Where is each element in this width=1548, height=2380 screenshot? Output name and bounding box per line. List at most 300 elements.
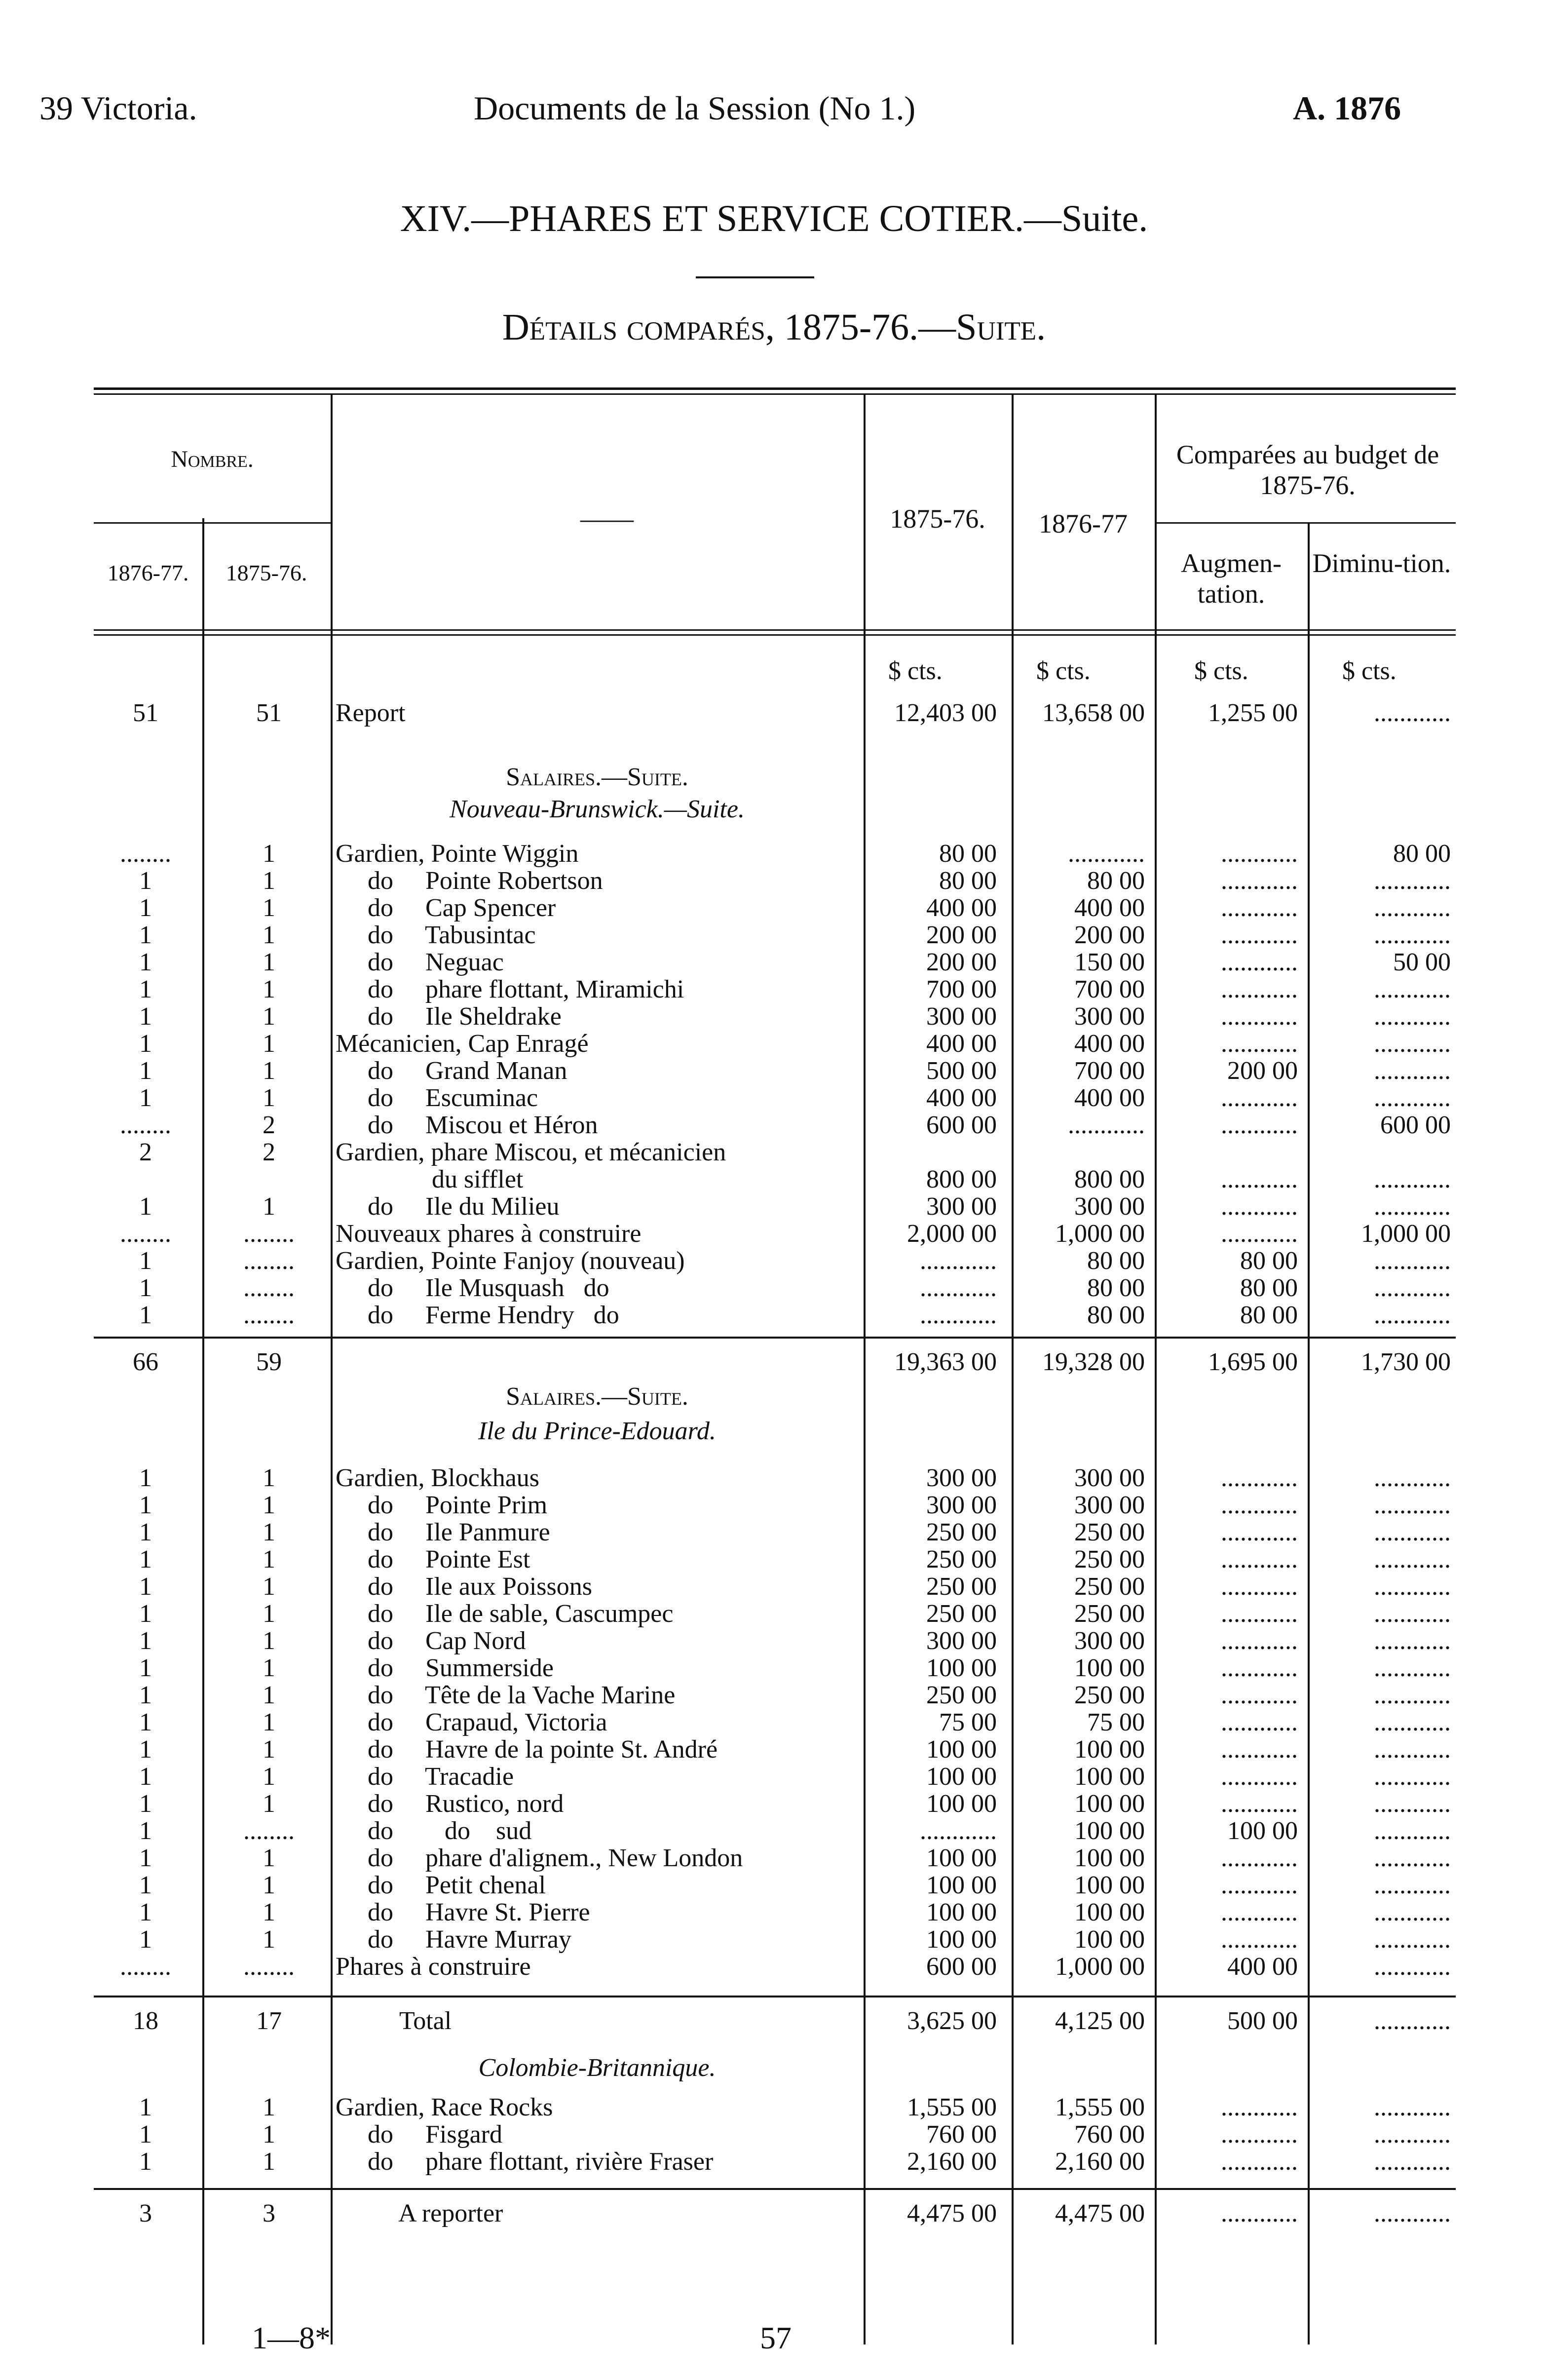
count-1875-76: 1 <box>263 2120 275 2149</box>
value-1875-76: 600 00 <box>926 1953 997 1981</box>
row-description: do Pointe Prim <box>336 1491 548 1519</box>
row-description: do Tabusintac <box>336 921 536 949</box>
table-row <box>0 893 1548 921</box>
count-1876-77: 1 <box>139 1898 152 1926</box>
value-1875-76: 100 00 <box>926 1898 997 1926</box>
diminution-value: ............ <box>1374 1600 1451 1628</box>
count-1876-77: 1 <box>139 2148 152 2176</box>
augmentation-value: ............ <box>1221 1681 1298 1709</box>
augmentation-value: ............ <box>1221 1573 1298 1601</box>
value-1876-77: 200 00 <box>1074 921 1145 949</box>
table-row <box>0 1347 1548 1375</box>
table-row <box>0 1301 1548 1328</box>
total-rule <box>94 2188 1456 2190</box>
diminution-value: ............ <box>1374 975 1451 1003</box>
augmentation-value: 400 00 <box>1227 1953 1298 1981</box>
row-description: do Ferme Hendry do <box>336 1301 619 1329</box>
augmentation-value: 80 00 <box>1240 1301 1298 1329</box>
row-description: Report <box>336 699 406 727</box>
value-1876-77: 300 00 <box>1074 1464 1145 1492</box>
count-1875-76: 1 <box>263 1491 275 1519</box>
row-description: do phare flottant, Miramichi <box>336 975 684 1003</box>
value-1875-76: 800 00 <box>926 1165 997 1193</box>
row-description: Phares à construire <box>336 1953 531 1981</box>
diminution-value: ............ <box>1374 1057 1451 1085</box>
section-heading: Nouveau-Brunswick.—Suite. <box>450 795 745 823</box>
count-1875-76: 1 <box>263 1573 275 1601</box>
value-1875-76: 400 00 <box>926 1084 997 1112</box>
diminution-value: ............ <box>1374 1735 1451 1764</box>
row-description: Gardien, phare Miscou, et mécanicien <box>336 1138 726 1166</box>
row-description: do phare d'alignem., New London <box>336 1844 743 1872</box>
table-row <box>0 763 1548 790</box>
diminution-value: ............ <box>1374 894 1451 922</box>
unit-label-v2: $ cts. <box>1036 657 1091 685</box>
count-1875-76: 2 <box>263 1138 275 1166</box>
table-row <box>0 1111 1548 1138</box>
value-1876-77: 100 00 <box>1074 1654 1145 1682</box>
value-1876-77: 300 00 <box>1074 1491 1145 1519</box>
section-heading: Salaires.—Suite. <box>506 1382 688 1411</box>
table-row <box>0 1002 1548 1030</box>
count-1875-76: 1 <box>263 1844 275 1872</box>
count-1876-77: 1 <box>139 1763 152 1791</box>
diminution-value: ............ <box>1374 1844 1451 1872</box>
value-1875-76: 400 00 <box>926 894 997 922</box>
count-1876-77: 1 <box>139 2120 152 2149</box>
diminution-value: 600 00 <box>1380 1111 1451 1139</box>
value-1876-77: 250 00 <box>1074 1600 1145 1628</box>
augmentation-value: ............ <box>1221 1111 1298 1139</box>
table-row <box>0 1138 1548 1165</box>
count-1875-76: 1 <box>263 1627 275 1655</box>
value-1875-76: 100 00 <box>926 1763 997 1791</box>
value-1876-77: 1,555 00 <box>1055 2093 1145 2121</box>
count-1875-76: ........ <box>243 1301 295 1329</box>
table-row <box>0 1165 1548 1192</box>
diminution-value: ............ <box>1374 1002 1451 1031</box>
table-row <box>0 1192 1548 1220</box>
row-description: do Pointe Est <box>336 1545 530 1574</box>
col-head-compared: Comparées au budget de 1875-76. <box>1176 440 1439 500</box>
row-description: do Escuminac <box>336 1084 538 1112</box>
diminution-value: ............ <box>1374 1898 1451 1926</box>
row-description: do Ile Panmure <box>336 1518 550 1546</box>
diminution-value: ............ <box>1374 1708 1451 1736</box>
diminution-value: ............ <box>1374 1030 1451 1058</box>
value-1876-77: 1,000 00 <box>1055 1953 1145 1981</box>
table-row <box>0 1925 1548 1953</box>
col-head-desc: —— <box>580 504 634 534</box>
row-description: do Havre de la pointe St. André <box>336 1735 718 1764</box>
value-1876-77: 400 00 <box>1074 894 1145 922</box>
row-description: Nouveaux phares à construire <box>336 1220 642 1248</box>
diminution-value: ............ <box>1374 2120 1451 2149</box>
diminution-value: ............ <box>1374 1274 1451 1302</box>
count-1876-77: ........ <box>120 840 171 868</box>
col-head-nombre: Nombre. <box>171 446 254 472</box>
count-1875-76: 1 <box>263 1545 275 1574</box>
value-1876-77: 100 00 <box>1074 1735 1145 1764</box>
value-1875-76: 100 00 <box>926 1735 997 1764</box>
value-1875-76: ............ <box>920 1817 997 1845</box>
table-row <box>0 2006 1548 2034</box>
diminution-value: ............ <box>1374 1084 1451 1112</box>
count-1876-77: 1 <box>139 1057 152 1085</box>
col-head-aug: Augmen-tation. <box>1181 548 1282 609</box>
section-heading: Colombie-Britannique. <box>478 2054 716 2082</box>
diminution-value: ............ <box>1374 1573 1451 1601</box>
count-1876-77: 1 <box>139 1708 152 1736</box>
value-1875-76: 19,363 00 <box>894 1348 997 1376</box>
table-row <box>0 1708 1548 1735</box>
count-1876-77: 1 <box>139 1654 152 1682</box>
row-description: do Summerside <box>336 1654 554 1682</box>
count-1875-76: 1 <box>263 1518 275 1546</box>
value-1875-76: 700 00 <box>926 975 997 1003</box>
augmentation-value: ............ <box>1221 1627 1298 1655</box>
diminution-value: ............ <box>1374 1518 1451 1546</box>
header-left: 39 Victoria. <box>39 89 197 127</box>
augmentation-value: ............ <box>1221 1925 1298 1954</box>
row-description: do Havre St. Pierre <box>336 1898 590 1926</box>
count-1875-76: 1 <box>263 1464 275 1492</box>
count-1875-76: ........ <box>243 1274 295 1302</box>
count-1875-76: 59 <box>256 1348 282 1376</box>
augmentation-value: ............ <box>1221 1165 1298 1193</box>
value-1876-77: 700 00 <box>1074 1057 1145 1085</box>
value-1876-77: 19,328 00 <box>1042 1348 1145 1376</box>
value-1875-76: ............ <box>920 1301 997 1329</box>
augmentation-value: ............ <box>1221 840 1298 868</box>
diminution-value: ............ <box>1374 1627 1451 1655</box>
count-1876-77: 18 <box>133 2007 158 2035</box>
augmentation-value: 80 00 <box>1240 1274 1298 1302</box>
table-row <box>0 1871 1548 1898</box>
count-1876-77: 1 <box>139 1573 152 1601</box>
count-1875-76: 1 <box>263 1002 275 1031</box>
table-row <box>0 1382 1548 1410</box>
table-row <box>0 1463 1548 1491</box>
value-1876-77: 760 00 <box>1074 2120 1145 2149</box>
count-1876-77: 1 <box>139 1627 152 1655</box>
row-description: Gardien, Blockhaus <box>336 1464 540 1492</box>
row-description: do Grand Manan <box>336 1057 567 1085</box>
value-1876-77: 250 00 <box>1074 1573 1145 1601</box>
diminution-value: ............ <box>1374 1491 1451 1519</box>
unit-label-v4: $ cts. <box>1342 657 1397 685</box>
augmentation-value: ............ <box>1221 2093 1298 2121</box>
value-1876-77: 80 00 <box>1087 867 1145 895</box>
row-description: do Tracadie <box>336 1763 514 1791</box>
table-row <box>0 1898 1548 1925</box>
signature-mark: 1—8* <box>252 2320 331 2355</box>
augmentation-value: 100 00 <box>1227 1817 1298 1845</box>
diminution-value: ............ <box>1374 1301 1451 1329</box>
table-row <box>0 948 1548 975</box>
count-1875-76: ........ <box>243 1220 295 1248</box>
diminution-value: ............ <box>1374 2093 1451 2121</box>
row-description: do Tête de la Vache Marine <box>336 1681 676 1709</box>
count-1876-77: 1 <box>139 894 152 922</box>
unit-label-v1: $ cts. <box>888 657 943 685</box>
table-row <box>0 1789 1548 1817</box>
value-1875-76: 400 00 <box>926 1030 997 1058</box>
col-head-y2: 1876-77 <box>1039 509 1128 538</box>
augmentation-value: ............ <box>1221 1654 1298 1682</box>
augmentation-value: ............ <box>1221 1464 1298 1492</box>
table-row <box>0 2093 1548 2120</box>
diminution-value: 50 00 <box>1393 948 1451 976</box>
value-1875-76: 2,000 00 <box>907 1220 997 1248</box>
value-1876-77: ............ <box>1068 840 1145 868</box>
count-1876-77: 1 <box>139 1464 152 1492</box>
count-1875-76: 1 <box>263 1871 275 1899</box>
augmentation-value: ............ <box>1221 975 1298 1003</box>
row-description: do Ile Musquash do <box>336 1274 609 1302</box>
augmentation-value: ............ <box>1221 1790 1298 1818</box>
row-description: do Miscou et Héron <box>336 1111 598 1139</box>
col-head-n1: 1876-77. <box>107 560 189 585</box>
value-1876-77: 400 00 <box>1074 1030 1145 1058</box>
augmentation-value: ............ <box>1221 1735 1298 1764</box>
value-1875-76: 250 00 <box>926 1518 997 1546</box>
value-1876-77: 80 00 <box>1087 1301 1145 1329</box>
row-description: do Fisgard <box>336 2120 502 2149</box>
header-center: Documents de la Session (No 1.) <box>474 89 916 127</box>
count-1876-77: ........ <box>120 1220 171 1248</box>
count-1876-77: 1 <box>139 1084 152 1112</box>
augmentation-value: ............ <box>1221 921 1298 949</box>
row-description: do Crapaud, Victoria <box>336 1708 607 1736</box>
value-1876-77: 4,475 00 <box>1055 2199 1145 2227</box>
row-description: do Pointe Robertson <box>336 867 603 895</box>
header-bottom-rule-2 <box>94 634 1456 636</box>
count-1876-77: 1 <box>139 1600 152 1628</box>
diminution-value: ............ <box>1374 2199 1451 2227</box>
count-1876-77: 1 <box>139 1871 152 1899</box>
diminution-value: ............ <box>1374 867 1451 895</box>
diminution-value: ............ <box>1374 1192 1451 1221</box>
count-1875-76: 2 <box>263 1111 275 1139</box>
value-1876-77: 100 00 <box>1074 1898 1145 1926</box>
unit-label-v3: $ cts. <box>1194 657 1248 685</box>
value-1875-76: 250 00 <box>926 1545 997 1574</box>
value-1875-76: 300 00 <box>926 1491 997 1519</box>
table-row <box>0 1572 1548 1600</box>
table-row <box>0 1843 1548 1871</box>
count-1875-76: 17 <box>256 2007 282 2035</box>
count-1875-76: 1 <box>263 975 275 1003</box>
table-row <box>0 1735 1548 1763</box>
value-1876-77: 700 00 <box>1074 975 1145 1003</box>
augmentation-value: 1,255 00 <box>1208 699 1298 727</box>
count-1876-77: 1 <box>139 1192 152 1221</box>
diminution-value: ............ <box>1374 2007 1451 2035</box>
count-1875-76: 1 <box>263 1925 275 1954</box>
table-row <box>0 1681 1548 1708</box>
title-divider <box>696 276 814 278</box>
count-1876-77: 1 <box>139 2093 152 2121</box>
table-row <box>0 2120 1548 2148</box>
value-1876-77: 100 00 <box>1074 1844 1145 1872</box>
value-1875-76: 760 00 <box>926 2120 997 2149</box>
count-1876-77: ........ <box>120 1953 171 1981</box>
table-row <box>0 698 1548 726</box>
value-1875-76: 500 00 <box>926 1057 997 1085</box>
col-head-n2: 1875-76. <box>226 560 307 585</box>
count-1875-76: 1 <box>263 1708 275 1736</box>
value-1876-77: 300 00 <box>1074 1192 1145 1221</box>
diminution-value: ............ <box>1374 1654 1451 1682</box>
count-1876-77: 1 <box>139 1518 152 1546</box>
augmentation-value: ............ <box>1221 1763 1298 1791</box>
value-1875-76: ............ <box>920 1274 997 1302</box>
row-description: Gardien, Pointe Fanjoy (nouveau) <box>336 1247 685 1275</box>
augmentation-value: ............ <box>1221 867 1298 895</box>
table-row <box>0 1816 1548 1844</box>
augmentation-value: ............ <box>1221 2120 1298 2149</box>
row-description: do Neguac <box>336 948 504 976</box>
table-row <box>0 1653 1548 1681</box>
value-1875-76: 80 00 <box>939 840 997 868</box>
value-1876-77: 250 00 <box>1074 1518 1145 1546</box>
count-1876-77: 1 <box>139 1735 152 1764</box>
value-1875-76: 100 00 <box>926 1925 997 1954</box>
value-1875-76: 75 00 <box>939 1708 997 1736</box>
row-description: Gardien, Pointe Wiggin <box>336 840 579 868</box>
count-1875-76: ........ <box>243 1953 295 1981</box>
count-1875-76: ........ <box>243 1817 295 1845</box>
table-row <box>0 1029 1548 1057</box>
diminution-value: ............ <box>1374 1681 1451 1709</box>
count-1875-76: 1 <box>263 840 275 868</box>
col-head-y1: 1875-76. <box>890 504 985 534</box>
count-1876-77: 66 <box>133 1348 158 1376</box>
count-1876-77: 2 <box>139 1138 152 1166</box>
value-1875-76: 12,403 00 <box>894 699 997 727</box>
value-1876-77: 13,658 00 <box>1042 699 1145 727</box>
diminution-value: 80 00 <box>1393 840 1451 868</box>
count-1875-76: 1 <box>263 1600 275 1628</box>
augmentation-value: ............ <box>1221 1002 1298 1031</box>
augmentation-value: ............ <box>1221 1030 1298 1058</box>
count-1875-76: 1 <box>263 1735 275 1764</box>
value-1875-76: 100 00 <box>926 1654 997 1682</box>
augmentation-value: 200 00 <box>1227 1057 1298 1085</box>
total-rule <box>94 1337 1456 1339</box>
table-row <box>0 1083 1548 1111</box>
diminution-value: ............ <box>1374 699 1451 727</box>
total-rule <box>94 1996 1456 1997</box>
table-row <box>0 866 1548 894</box>
row-description: do Ile de sable, Cascumpec <box>336 1600 674 1628</box>
augmentation-value: ............ <box>1221 1708 1298 1736</box>
count-1875-76: ........ <box>243 1247 295 1275</box>
count-1875-76: 3 <box>263 2199 275 2227</box>
diminution-value: ............ <box>1374 1790 1451 1818</box>
value-1875-76: 250 00 <box>926 1681 997 1709</box>
row-description: Total <box>336 2007 452 2035</box>
count-1876-77: 1 <box>139 1681 152 1709</box>
diminution-value: ............ <box>1374 2148 1451 2176</box>
value-1875-76: 300 00 <box>926 1627 997 1655</box>
value-1876-77: 4,125 00 <box>1055 2007 1145 2035</box>
count-1876-77: 1 <box>139 948 152 976</box>
value-1876-77: 300 00 <box>1074 1627 1145 1655</box>
count-1876-77: 1 <box>139 1817 152 1845</box>
value-1875-76: 4,475 00 <box>907 2199 997 2227</box>
table-row <box>0 1273 1548 1301</box>
count-1876-77: 1 <box>139 1274 152 1302</box>
value-1876-77: 300 00 <box>1074 1002 1145 1031</box>
diminution-value: ............ <box>1374 1953 1451 1981</box>
value-1875-76: 200 00 <box>926 921 997 949</box>
count-1875-76: 1 <box>263 1030 275 1058</box>
value-1876-77: 100 00 <box>1074 1925 1145 1954</box>
count-1876-77: 1 <box>139 867 152 895</box>
diminution-value: ............ <box>1374 1871 1451 1899</box>
table-row <box>0 1056 1548 1084</box>
augmentation-value: ............ <box>1221 1084 1298 1112</box>
count-1875-76: 1 <box>263 1763 275 1791</box>
diminution-value: ............ <box>1374 1817 1451 1845</box>
table-row <box>0 1599 1548 1627</box>
diminution-value: ............ <box>1374 921 1451 949</box>
augmentation-value: ............ <box>1221 1871 1298 1899</box>
count-1875-76: 1 <box>263 2093 275 2121</box>
diminution-value: ............ <box>1374 1247 1451 1275</box>
augmentation-value: ............ <box>1221 894 1298 922</box>
row-description: do Ile aux Poissons <box>336 1573 592 1601</box>
table-top-rule-2 <box>94 393 1456 395</box>
section-heading: Salaires.—Suite. <box>506 763 688 791</box>
diminution-value: ............ <box>1374 1763 1451 1791</box>
value-1875-76: 3,625 00 <box>907 2007 997 2035</box>
row-description: du sifflet <box>336 1165 524 1193</box>
row-description: do Havre Murray <box>336 1925 571 1954</box>
count-1876-77: 1 <box>139 1844 152 1872</box>
augmentation-value: ............ <box>1221 1192 1298 1221</box>
count-1875-76: 1 <box>263 2148 275 2176</box>
col-head-dim: Diminu-tion. <box>1312 548 1451 578</box>
value-1875-76: 300 00 <box>926 1002 997 1031</box>
table-row <box>0 2053 1548 2081</box>
table-row <box>0 1246 1548 1274</box>
augmentation-value: 500 00 <box>1227 2007 1298 2035</box>
augmentation-value: ............ <box>1221 1844 1298 1872</box>
augmentation-value: 80 00 <box>1240 1247 1298 1275</box>
value-1876-77: 100 00 <box>1074 1871 1145 1899</box>
augmentation-value: ............ <box>1221 1898 1298 1926</box>
header-right: A. 1876 <box>1293 89 1401 127</box>
section-title: XIV.—PHARES ET SERVICE COTIER.—Suite. <box>400 198 1148 239</box>
diminution-value: ............ <box>1374 1925 1451 1954</box>
value-1875-76: 2,160 00 <box>907 2148 997 2176</box>
row-description: do do sud <box>336 1817 532 1845</box>
count-1876-77: 51 <box>133 699 158 727</box>
nombre-rule <box>94 522 331 524</box>
count-1876-77: 1 <box>139 1491 152 1519</box>
augmentation-value: ............ <box>1221 1600 1298 1628</box>
row-description: Mécanicien, Cap Enragé <box>336 1030 589 1058</box>
count-1875-76: 1 <box>263 1057 275 1085</box>
value-1875-76: 80 00 <box>939 867 997 895</box>
count-1876-77: 1 <box>139 1790 152 1818</box>
count-1876-77: 1 <box>139 1030 152 1058</box>
value-1876-77: 1,000 00 <box>1055 1220 1145 1248</box>
table-row <box>0 1219 1548 1247</box>
